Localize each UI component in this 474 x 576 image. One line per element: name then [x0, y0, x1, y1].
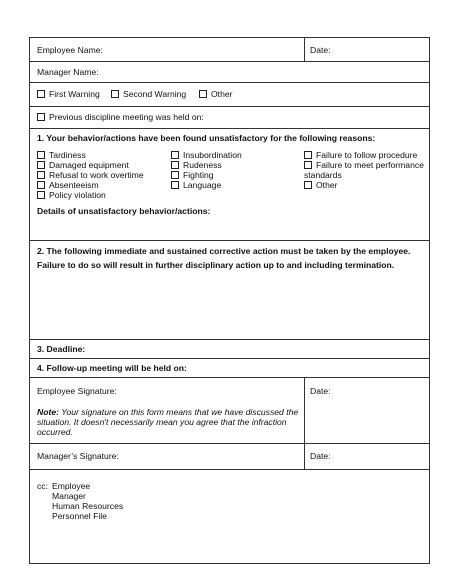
note-line-2: situation. It doesn't necessarily mean you agree that the infraction [37, 417, 287, 427]
reason-label: Refusal to work overtime [49, 170, 144, 180]
reason-label: Failure to meet performance [316, 160, 424, 170]
checkbox[interactable] [37, 191, 45, 199]
followup-label[interactable]: 4. Follow-up meeting will be held on: [37, 363, 187, 373]
checkbox[interactable] [111, 90, 119, 98]
checkbox[interactable] [37, 151, 45, 159]
cc-item: Personnel File [52, 511, 107, 521]
column-divider [304, 378, 305, 443]
column-divider [304, 444, 305, 469]
checkbox[interactable] [304, 181, 312, 189]
note-line-1: Your signature on this form means that we have discussed the [58, 407, 299, 417]
note-prefix: Note: [37, 407, 59, 417]
reason-label: Fighting [183, 170, 214, 180]
note-line-3: occurred. [37, 427, 73, 437]
section-4-followup [30, 359, 429, 378]
cc-item: Manager [52, 491, 86, 501]
checkbox[interactable] [171, 161, 179, 169]
checkbox[interactable] [199, 90, 207, 98]
employee-signature-field[interactable]: Employee Signature: [37, 386, 117, 396]
date-field[interactable]: Date: [310, 45, 331, 55]
reason-label: Insubordination [183, 150, 242, 160]
deadline-label[interactable]: 3. Deadline: [37, 344, 86, 354]
checkbox[interactable] [37, 161, 45, 169]
details-label: Details of unsatisfactory behavior/actions: [37, 206, 211, 216]
section-2-corrective-action [30, 241, 429, 340]
warning-type-row [30, 83, 429, 107]
cc-section [30, 470, 429, 563]
disciplinary-form [29, 37, 430, 564]
cc-label: cc: [37, 481, 48, 491]
reason-label: Other [316, 180, 338, 190]
checkbox[interactable] [304, 161, 312, 169]
reason-label: Failure to follow procedure [316, 150, 418, 160]
checkbox[interactable] [37, 90, 45, 98]
employee-signature-row [30, 378, 429, 444]
section-3-deadline [30, 340, 429, 359]
employee-name-row [30, 38, 429, 62]
section-1-reasons [30, 129, 429, 241]
cc-item: Employee [52, 481, 91, 491]
checkbox[interactable] [171, 151, 179, 159]
reason-label: Absenteeism [49, 180, 99, 190]
reason-label: Language [183, 180, 222, 190]
reason-label: Damaged equipment [49, 160, 129, 170]
employee-signature-date-field[interactable]: Date: [310, 386, 331, 396]
checkbox[interactable] [37, 113, 45, 121]
section-1-title: 1. Your behavior/actions have been found unsatisfactory for the following reasons: [37, 133, 376, 143]
second-warning-label: Second Warning [123, 89, 187, 99]
checkbox[interactable] [171, 171, 179, 179]
previous-meeting-label: Previous discipline meeting was held on: [49, 112, 204, 122]
section-2-line-1: 2. The following immediate and sustained corrective action must be taken by the employee. [37, 246, 411, 256]
reason-label: Tardiness [49, 150, 86, 160]
signature-note [37, 407, 298, 437]
manager-signature-row [30, 444, 429, 470]
reason-label-continued: standards [304, 170, 342, 180]
checkbox[interactable] [37, 181, 45, 189]
other-warning-label: Other [211, 89, 233, 99]
section-2-line-2: Failure to do so will result in further disciplinary action up to and including termination. [37, 260, 395, 270]
manager-name-row [30, 62, 429, 83]
checkbox[interactable] [37, 171, 45, 179]
column-divider [304, 38, 305, 61]
employee-name-field[interactable]: Employee Name: [37, 45, 103, 55]
cc-item: Human Resources [52, 501, 124, 511]
reason-label: Rudeness [183, 160, 222, 170]
reason-label: Policy violation [49, 190, 106, 200]
first-warning-label: First Warning [49, 89, 100, 99]
checkbox[interactable] [171, 181, 179, 189]
manager-signature-date-field[interactable]: Date: [310, 451, 331, 461]
checkbox[interactable] [304, 151, 312, 159]
previous-meeting-row [30, 107, 429, 129]
manager-signature-field[interactable]: Manager’s Signature: [37, 451, 119, 461]
manager-name-field[interactable]: Manager Name: [37, 67, 99, 77]
